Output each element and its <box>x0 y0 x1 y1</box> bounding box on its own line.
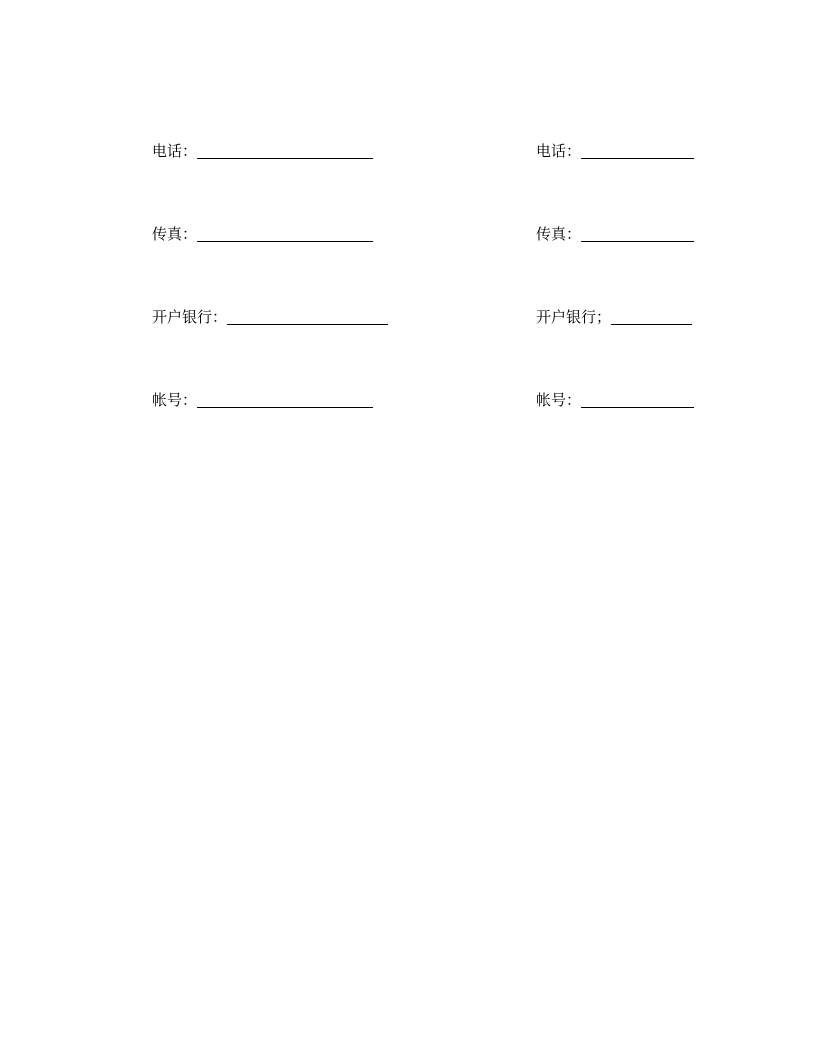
right-bank-label: 开户银行； <box>536 308 612 326</box>
left-fax-field <box>152 221 373 243</box>
left-phone-label: 电话： <box>152 142 198 160</box>
left-phone-blank[interactable] <box>197 144 373 159</box>
right-account-field <box>536 387 694 409</box>
right-fax-label: 传真： <box>536 225 582 243</box>
right-bank-field <box>536 304 692 326</box>
right-phone-blank[interactable] <box>581 144 694 159</box>
left-bank-label: 开户银行： <box>152 308 228 326</box>
right-bank-blank[interactable] <box>611 310 692 325</box>
left-fax-blank[interactable] <box>197 227 373 242</box>
left-bank-field <box>152 304 388 326</box>
right-phone-label: 电话： <box>536 142 582 160</box>
right-fax-field <box>536 221 694 243</box>
left-bank-blank[interactable] <box>227 310 388 325</box>
right-phone-field <box>536 138 694 160</box>
right-account-label: 帐号： <box>536 391 582 409</box>
left-phone-field <box>152 138 373 160</box>
right-account-blank[interactable] <box>581 393 694 408</box>
right-fax-blank[interactable] <box>581 227 694 242</box>
left-account-field <box>152 387 373 409</box>
left-fax-label: 传真： <box>152 225 198 243</box>
left-account-label: 帐号： <box>152 391 198 409</box>
left-account-blank[interactable] <box>197 393 373 408</box>
